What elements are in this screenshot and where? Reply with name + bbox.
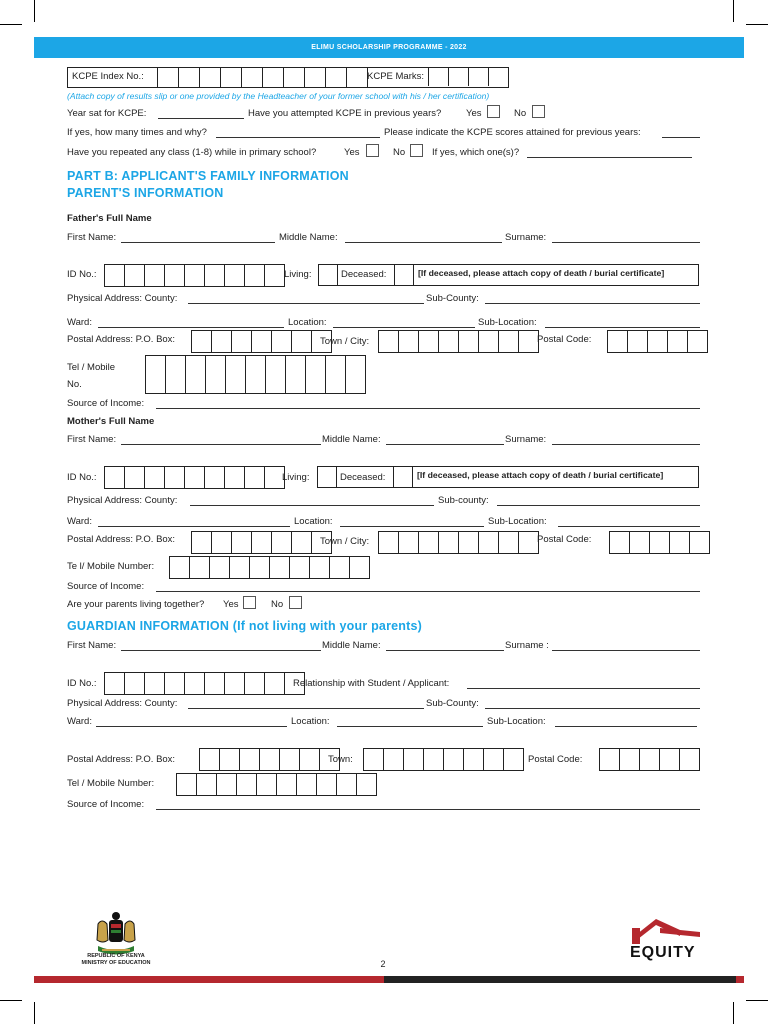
which-ones-input[interactable] [527, 157, 692, 158]
mother-middle-name-label: Middle Name: [322, 434, 381, 445]
guardian-title: GUARDIAN INFORMATION (If not living with your parents) [67, 619, 422, 633]
footer-bar-red [34, 976, 384, 983]
mother-tel-label: Te l/ Mobile Number: [67, 561, 155, 572]
how-many-label: If yes, how many times and why? [67, 127, 207, 138]
father-pobox-label: Postal Address: P.O. Box: [67, 334, 176, 345]
mother-subcounty-label: Sub-county: [438, 495, 489, 506]
kcpe-marks-input[interactable] [428, 67, 508, 86]
mother-id-input[interactable] [104, 466, 285, 489]
father-town-input[interactable] [378, 330, 539, 353]
crop-mark [0, 24, 22, 25]
father-location-label: Location: [288, 317, 327, 328]
father-living-box[interactable] [318, 264, 338, 286]
attach-note: (Attach copy of results slip or one provided by the Headteacher of your former school with his / her certification) [67, 91, 490, 101]
mother-id-label: ID No.: [67, 472, 97, 483]
parents-together-yes-label: Yes [223, 599, 239, 610]
which-ones-label: If yes, which one(s)? [432, 147, 520, 158]
how-many-input[interactable] [216, 137, 380, 138]
guardian-surname-input[interactable] [552, 650, 700, 651]
guardian-first-name-input[interactable] [121, 650, 321, 651]
father-postal-code-label: Postal Code: [537, 334, 592, 345]
father-postal-code-input[interactable] [607, 330, 708, 353]
guardian-postal-code-input[interactable] [599, 748, 700, 771]
guardian-relationship-label: Relationship with Student / Applicant: [293, 678, 450, 689]
mother-county-input[interactable] [190, 505, 434, 506]
father-surname-input[interactable] [552, 242, 700, 243]
guardian-subcounty-label: Sub-County: [426, 698, 479, 709]
crop-mark [0, 1000, 22, 1001]
ministry-line-1: REPUBLIC OF KENYA [87, 953, 145, 959]
mother-postal-code-input[interactable] [609, 531, 710, 554]
guardian-id-label: ID No.: [67, 678, 97, 689]
mother-income-label: Source of Income: [67, 581, 145, 592]
guardian-postal-code-label: Postal Code: [528, 754, 583, 765]
attempted-no-checkbox[interactable] [532, 105, 545, 118]
guardian-tel-input[interactable] [176, 773, 377, 796]
guardian-subcounty-input[interactable] [485, 708, 700, 709]
mother-deceased-note: [If deceased, please attach copy of death / burial certificate] [417, 470, 664, 480]
father-tel-label: Tel / Mobile [67, 362, 116, 373]
parents-together-no-label: No [271, 599, 284, 610]
guardian-id-input[interactable] [104, 672, 305, 695]
year-sat-label: Year sat for KCPE: [67, 108, 147, 119]
kcpe-index-label: KCPE Index No.: [72, 71, 144, 82]
father-deceased-note: [If deceased, please attach copy of death / burial certificate] [418, 268, 665, 278]
parents-together-yes-checkbox[interactable] [243, 596, 256, 609]
ministry-line-2: MINISTRY OF EDUCATION [81, 960, 151, 966]
mother-ward-label: Ward: [67, 516, 92, 527]
father-living-label: Living: [284, 269, 312, 280]
guardian-sublocation-label: Sub-Location: [487, 716, 546, 727]
previous-scores-input[interactable] [662, 137, 700, 138]
father-ward-input[interactable] [98, 327, 284, 328]
equity-brand: EQUITY [630, 944, 696, 961]
guardian-sublocation-input[interactable] [555, 726, 697, 727]
mother-town-label: Town / City: [320, 536, 370, 547]
repeated-yes-label: Yes [344, 147, 360, 158]
father-middle-name-input[interactable] [345, 242, 502, 243]
mother-surname-input[interactable] [552, 444, 700, 445]
attempted-yes-label: Yes [466, 108, 482, 119]
coat-of-arms-icon [90, 910, 142, 958]
parents-together-no-checkbox[interactable] [289, 596, 302, 609]
mother-surname-label: Surname: [505, 434, 547, 445]
mother-county-label: Physical Address: County: [67, 495, 178, 506]
crop-mark [746, 24, 768, 25]
father-county-label: Physical Address: County: [67, 293, 178, 304]
mother-living-box[interactable] [317, 466, 337, 488]
guardian-first-name-label: First Name: [67, 640, 117, 651]
repeated-yes-checkbox[interactable] [366, 144, 379, 157]
mother-location-label: Location: [294, 516, 333, 527]
mother-subcounty-input[interactable] [497, 505, 700, 506]
parents-together-label: Are your parents living together? [67, 599, 205, 610]
father-income-label: Source of Income: [67, 398, 145, 409]
father-ward-label: Ward: [67, 317, 92, 328]
repeated-no-label: No [393, 147, 406, 158]
mother-living-label: Living: [282, 472, 310, 483]
guardian-county-label: Physical Address: County: [67, 698, 178, 709]
guardian-middle-name-input[interactable] [386, 650, 504, 651]
repeated-label: Have you repeated any class (1-8) while in primary school? [67, 147, 317, 158]
parents-info-title: PARENT'S INFORMATION [67, 186, 224, 200]
mother-pobox-label: Postal Address: P.O. Box: [67, 534, 176, 545]
mother-sublocation-input[interactable] [558, 526, 700, 527]
mother-middle-name-input[interactable] [386, 444, 504, 445]
father-subcounty-input[interactable] [485, 303, 700, 304]
father-tel-input[interactable] [145, 355, 366, 394]
mother-location-input[interactable] [340, 526, 484, 527]
mother-postal-code-label: Postal Code: [537, 534, 592, 545]
page-number: 2 [380, 959, 386, 969]
year-sat-input[interactable] [158, 118, 244, 119]
father-middle-name-label: Middle Name: [279, 232, 338, 243]
father-heading: Father's Full Name [67, 213, 152, 224]
guardian-income-label: Source of Income: [67, 799, 145, 810]
guardian-ward-input[interactable] [96, 726, 287, 727]
crop-mark [34, 1002, 35, 1024]
mother-town-input[interactable] [378, 531, 539, 554]
father-pobox-input[interactable] [191, 330, 332, 353]
mother-first-name-label: First Name: [67, 434, 117, 445]
equity-logo-icon [630, 916, 702, 946]
father-county-input[interactable] [188, 303, 424, 304]
guardian-town-label: Town: [328, 754, 353, 765]
guardian-relationship-input[interactable] [467, 688, 700, 689]
father-tel-label-2: No. [67, 379, 82, 390]
attempted-label: Have you attempted KCPE in previous years? [248, 108, 442, 119]
guardian-location-label: Location: [291, 716, 330, 727]
mother-first-name-input[interactable] [121, 444, 321, 445]
mother-ward-input[interactable] [98, 526, 290, 527]
banner-title: ELIMU SCHOLARSHIP PROGRAMME - 2022 [311, 44, 467, 51]
father-location-input[interactable] [333, 327, 475, 328]
indicate-scores-label: Please indicate the KCPE scores attained for previous years: [384, 127, 641, 138]
father-id-input[interactable] [104, 264, 285, 287]
crop-mark [733, 0, 734, 22]
footer-bar-end [736, 976, 744, 983]
mother-tel-input[interactable] [169, 556, 370, 579]
father-first-name-label: First Name: [67, 232, 117, 243]
guardian-pobox-input[interactable] [199, 748, 340, 771]
mother-heading: Mother's Full Name [67, 416, 155, 427]
father-sublocation-input[interactable] [545, 327, 700, 328]
attempted-yes-checkbox[interactable] [487, 105, 500, 118]
guardian-middle-name-label: Middle Name: [322, 640, 381, 651]
mother-deceased-box[interactable] [393, 466, 413, 488]
crop-mark [746, 1000, 768, 1001]
repeated-no-checkbox[interactable] [410, 144, 423, 157]
father-deceased-box[interactable] [394, 264, 414, 286]
crop-mark [34, 0, 35, 22]
guardian-pobox-label: Postal Address: P.O. Box: [67, 754, 176, 765]
attempted-no-label: No [514, 108, 527, 119]
guardian-tel-label: Tel / Mobile Number: [67, 778, 155, 789]
father-income-input[interactable] [156, 408, 700, 409]
mother-pobox-input[interactable] [191, 531, 332, 554]
mother-deceased-label: Deceased: [340, 472, 386, 483]
mother-sublocation-label: Sub-Location: [488, 516, 547, 527]
father-surname-label: Surname: [505, 232, 547, 243]
kcpe-marks-label: KCPE Marks: [367, 71, 425, 82]
guardian-county-input[interactable] [188, 708, 424, 709]
father-id-label: ID No.: [67, 269, 97, 280]
mother-income-input[interactable] [156, 591, 700, 592]
father-sublocation-label: Sub-Location: [478, 317, 537, 328]
father-first-name-input[interactable] [121, 242, 275, 243]
crop-mark [733, 1002, 734, 1024]
guardian-ward-label: Ward: [67, 716, 92, 727]
part-b-title: PART B: APPLICANT'S FAMILY INFORMATION [67, 169, 349, 183]
guardian-location-input[interactable] [337, 726, 483, 727]
father-deceased-label: Deceased: [341, 269, 387, 280]
guardian-surname-label: Surname : [505, 640, 549, 651]
father-subcounty-label: Sub-County: [426, 293, 479, 304]
guardian-town-input[interactable] [363, 748, 524, 771]
father-town-label: Town / City: [320, 336, 370, 347]
kcpe-index-input[interactable] [157, 67, 368, 88]
guardian-income-input[interactable] [156, 809, 700, 810]
footer-bar-dark [384, 976, 736, 983]
